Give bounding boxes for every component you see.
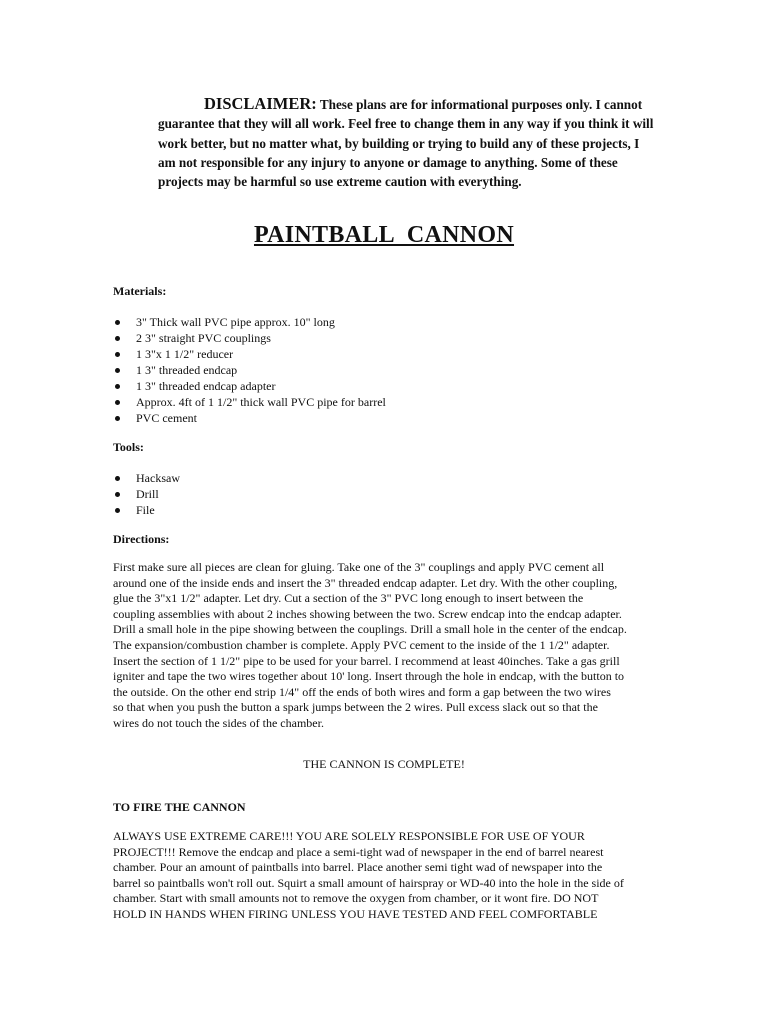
materials-list [113, 314, 386, 426]
text-line: chamber. Start with small amounts not to remove the oxygen from chamber, or it wont fire. DO NOT [113, 891, 599, 906]
list-item: 1 3" threaded endcap [113, 362, 386, 378]
cannon-complete-line: THE CANNON IS COMPLETE! [303, 757, 465, 771]
text-line: so that when you push the button a spark jumps between the 2 wires. Pull excess slack out so that the [113, 700, 598, 715]
text-line: PROJECT!!! Remove the endcap and place a semi-tight wad of newspaper in the end of barrel nearest [113, 844, 604, 859]
text-line: wires do not touch the sides of the chamber. [113, 715, 324, 730]
text-line: barrel so paintballs won't roll out. Squirt a small amount of hairspray or WD-40 into the hole in the side of [113, 875, 624, 890]
text-line: First make sure all pieces are clean for gluing. Take one of the 3" couplings and apply PVC cement all [113, 560, 605, 574]
text-line: igniter and tape the two wires together about 10' long. Insert through the hole in endcap, with the button to [113, 669, 625, 684]
text-line: coupling assemblies with about 2 inches showing between the two. Screw endcap into the endcap adapter. [113, 606, 622, 621]
text-line: chamber. Pour an amount of paintballs into barrel. Place another semi tight wad of newspaper into the [113, 860, 603, 875]
text-line: ALWAYS USE EXTREME CARE!!! YOU ARE SOLELY RESPONSIBLE FOR USE OF YOUR [113, 829, 585, 843]
list-item: PVC cement [113, 410, 386, 426]
list-item: Drill [113, 486, 180, 502]
list-item: 1 3" threaded endcap adapter [113, 378, 386, 394]
text-line: Insert the section of 1 1/2" pipe to be used for your barrel. I recommend at least 40inches. Take a gas grill [113, 653, 620, 668]
text-line: The expansion/combustion chamber is complete. Apply PVC cement to the inside of the 1 1/2" adapter. [113, 637, 610, 652]
directions-heading: Directions: [113, 532, 170, 546]
document-title: PAINTBALL CANNON [253, 222, 515, 248]
list-item: Hacksaw [113, 470, 180, 486]
list-item: Approx. 4ft of 1 1/2" thick wall PVC pipe for barrel [113, 394, 386, 410]
tools-list [113, 470, 180, 518]
text-line: HOLD IN HANDS WHEN FIRING UNLESS YOU HAVE TESTED AND FEEL COMFORTABLE [113, 906, 598, 921]
text-line: the outside. On the other end strip 1/4" off the ends of both wires and form a gap between the two wires [113, 684, 611, 699]
list-item: 1 3"x 1 1/2" reducer [113, 346, 386, 362]
disclaimer-text: These plans are for informational purposes only. I cannot guarantee that they will all work. Feel free to change them in any way if you think it will work better, but no matter what, by building or trying to build any of these projects, I am not responsible for any injury to anyone or damage to anything. Some of these projects may be harmful so use extreme caution with everything. [158, 97, 654, 190]
directions-paragraph [113, 560, 653, 732]
list-item: 2 3" straight PVC couplings [113, 330, 386, 346]
disclaimer-paragraph [158, 94, 658, 191]
text-line: Drill a small hole in the pipe showing between the couplings. Drill a small hole in the center of the endcap. [113, 622, 627, 637]
disclaimer-label: DISCLAIMER: [204, 94, 317, 113]
list-item: File [113, 502, 180, 518]
materials-heading: Materials: [113, 284, 167, 298]
text-line: glue the 3"x1 1/2" adapter. Let dry. Cut a section of the 3" PVC long enough to insert between the [113, 591, 584, 606]
list-item: 3" Thick wall PVC pipe approx. 10" long [113, 314, 386, 330]
tools-heading: Tools: [113, 440, 144, 454]
fire-heading: TO FIRE THE CANNON [113, 800, 246, 814]
fire-paragraph [113, 829, 653, 923]
text-line: around one of the inside ends and insert the 3" threaded endcap adapter. Let dry. With the other coupling, [113, 575, 618, 590]
